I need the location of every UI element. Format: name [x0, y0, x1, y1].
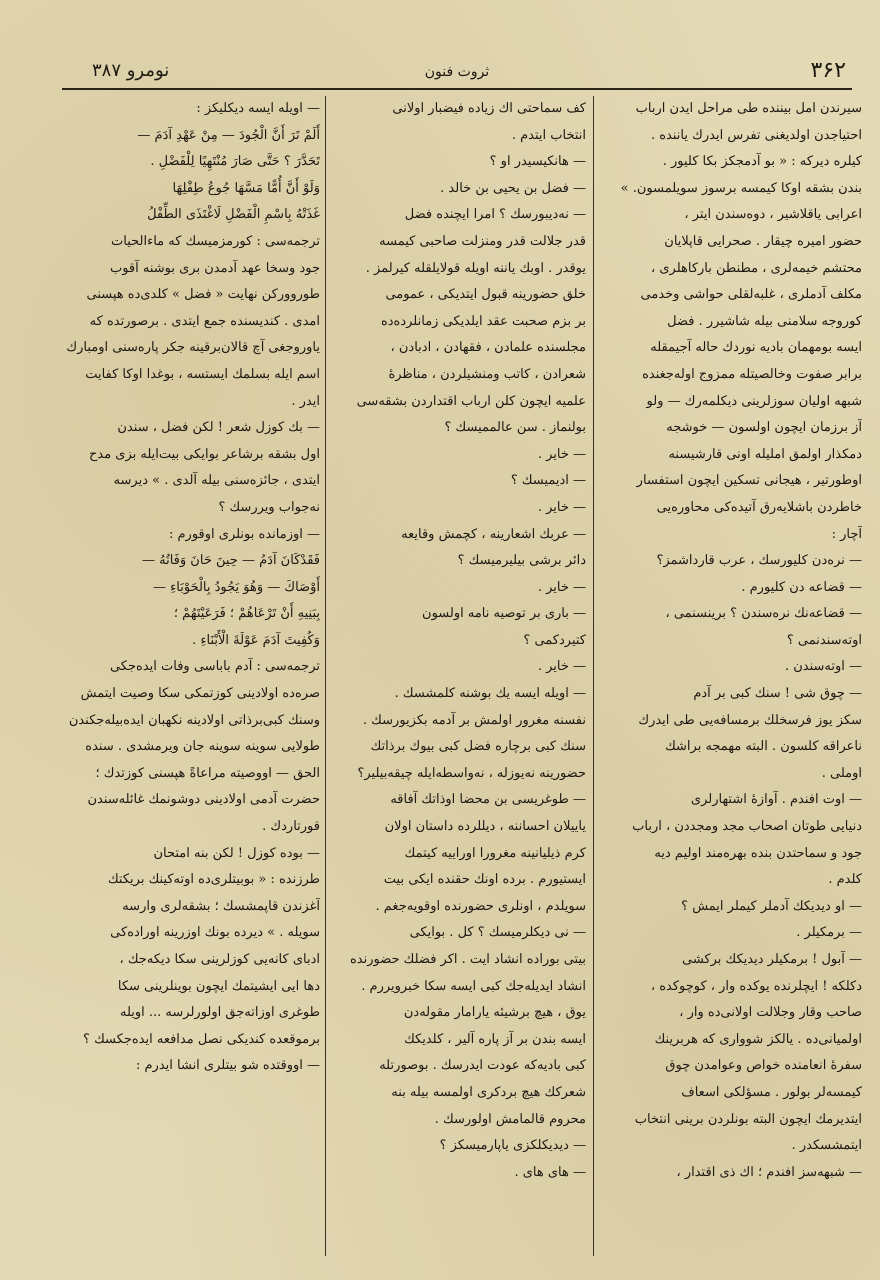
text-line: دها ایی ایشیتمك ایچون بوینلرینی سکا	[117, 978, 320, 994]
text-line: — فضل بن یحیی بن خالد .	[440, 180, 586, 196]
text-line: اولمیانی‌ده . یالکز شوواری که هربرینك	[654, 1031, 862, 1047]
text-line: اوته‌سندنمی ؟	[786, 632, 862, 648]
text-line: طوروورکن نهایت « فضل » کلدی‌ده هپسنی	[86, 287, 320, 303]
text-line: اوطورتیر ، هیجانی تسکین ایچون استفسار	[636, 473, 862, 489]
text-line: جود وسخا عهد آدمدن بری بوشنه آقوب	[109, 260, 320, 276]
text-line: ایسه بومهمان بادیه نوردك حاله آجیمقله	[650, 340, 862, 356]
text-line: — خایر .	[537, 446, 586, 462]
text-line: نه‌جواب ویررسك ؟	[218, 499, 320, 515]
text-line: — نه‌دیبورسك ؟ امرا ایچنده فضل	[404, 207, 586, 223]
text-line: — نی دیکلرمیسك ؟ کل . بوایکی	[409, 925, 586, 941]
text-line: — قضاعه دن کلیورم .	[741, 579, 862, 595]
text-line: ایتدیرمك ایچون البته بونلردن برینی انتخاب	[634, 1111, 862, 1127]
text-line: احتیاجدن اولدیغنی تفرس ایدرك یاننده .	[650, 127, 862, 143]
text-line: — نره‌دن کلیورسك ، عرب قارداشمز؟	[656, 553, 862, 569]
text-line: شبهه اولیان سوزلرینی دیکلمه‌رك — ولو	[646, 393, 862, 409]
text-line: سکز یوز فرسخلك برمسافه‌یی طی ایدرك	[638, 712, 862, 728]
column-divider	[593, 96, 594, 1256]
journal-title: ثروت فنون	[424, 64, 490, 80]
text-line: — اوت افندم . آوازهٔ اشتهارلری	[690, 792, 862, 808]
text-line: بندن بشقه اوکا کیمسه برسوز سویلمسون. »	[620, 180, 862, 196]
text-line: کتیردکمی ؟	[523, 632, 586, 648]
text-line: آز برزمان ایچون اولسون — خوشجه	[666, 420, 862, 436]
text-line: غَذَتْهُ بِاسْمِ الْفَضْلِ لَاغْتَذَى الطِّفْلُ	[147, 207, 320, 223]
text-line: آچار :	[831, 526, 862, 542]
text-line: ترجمه‌سی : کورمزمیسك که ماءالحیات	[111, 233, 320, 249]
text-line: — دیدیکلکزی یاپارمیسکز ؟	[439, 1138, 586, 1154]
text-line: — طوغریسی بن محضا اوذاتك آفاقه	[390, 792, 586, 808]
text-line: شعرادن ، کاتب ومنشیلردن ، مناظرهٔ	[388, 366, 586, 382]
text-line: سفرهٔ انعامنده خواص وعوامدن چوق	[665, 1058, 862, 1074]
text-line: اوملی .	[821, 765, 862, 781]
text-line: — باری بر توصیه نامه اولسون	[422, 606, 586, 622]
text-line: طرزنده : « بوبیتلری‌ده اوته‌کینك بریکتك	[107, 872, 320, 888]
text-line: برابر صفوت وخالصیتله ممزوج اوله‌جغنده	[642, 366, 862, 382]
text-line: کلدم .	[828, 872, 862, 888]
text-line: کف سماحتی اك زیاده فیضبار اولانی	[392, 101, 586, 116]
text-line: فَقَدْكَانَ آدَمُ — حِينَ حَانَ وَفَاتُهُ —	[142, 553, 320, 569]
text-line: ایتمشسکدر .	[791, 1138, 862, 1154]
text-line: اسم ایله بسلمك ایستسه ، بوغدا اوکا کفایت	[85, 366, 320, 382]
text-line: ناعراقه کلسون . البته مهمجه براشك	[665, 739, 862, 755]
text-line: مکلف آدملری ، غلبه‌لقلی حواشی وخدمی	[640, 287, 862, 303]
text-line: — برمکیلر .	[796, 925, 862, 941]
text-line: — چوق شی ! سنك کبی بر آدم	[693, 686, 862, 702]
text-line: صاحب وقار وجلالت اولانی‌ده وار ،	[679, 1005, 862, 1021]
text-line: سیرندن امل بیننده طی مراحل ایدن ارباب	[635, 101, 862, 116]
text-line: برموقعده کندیکی نصل مدافعه ایده‌جکسك ؟	[83, 1031, 320, 1047]
text-line: ایتدی ، جائزه‌سنی بیله آلدی . » دیرسه	[113, 473, 320, 489]
text-line: الحق — اووصیته مراعاةً هپسنی کوزتدك ؛	[95, 765, 320, 781]
text-line: وَلَوْ أَنَّ أُمًّا مَسَّهَا جُوعُ طِفْلِهَا	[172, 180, 320, 196]
text-line: — اووقتده شو بیتلری انشا ایدرم :	[135, 1058, 320, 1074]
text-line: — خایر .	[537, 579, 586, 595]
text-line: یوقدر . اوبك یاننه اویله قولایلقله کیرلمز .	[365, 260, 586, 276]
text-line: بر بزم صحبت عقد ایلدیکی زمانلرده‌ده	[380, 313, 586, 329]
text-line: شعرکك هیچ بردکری اولمسه بیله بنه	[391, 1084, 586, 1100]
text-line: صره‌ده اولادینی کوزتمکی سکا وصیت ایتمش	[80, 686, 320, 702]
text-line: — های های .	[514, 1164, 586, 1180]
text-line: — آبول ! برمکیلر دیدیکك برکشی	[681, 952, 862, 967]
text-line: انتخاب ایتدم .	[511, 127, 586, 143]
text-line: اول بشقه برشاعر بوایکی بیت‌ایله بزی مدح	[89, 446, 320, 462]
text-column-left	[64, 96, 320, 1256]
text-line: دمکذار اولمق املیله اونی قارشیسنه	[668, 446, 862, 462]
text-line: خلق حضورینه قبول ایتدیکی ، عمومی	[385, 287, 586, 303]
text-line: سویله . » دیرده بونك اوزرینه اوراده‌کی	[110, 925, 320, 941]
text-line: طوغری اوزاته‌جق اولورلرسه ... اویله	[119, 1005, 320, 1021]
text-line: بولنماز . سن عالممیسك ؟	[444, 420, 586, 436]
text-line: دنیایی طوتان اصحاب مجد ومجددن ، ارباب	[632, 819, 862, 835]
text-line: سنك کبی برچاره فضل کبی بیوك برذاتك	[370, 739, 586, 755]
text-line: ترجمه‌سی : آدم باباسی وفات ایده‌جکی	[109, 659, 320, 675]
text-line: بیتی بوراده انشاد ایت . اکر فضلك حضورنده	[349, 952, 586, 967]
text-column-right	[600, 96, 862, 1256]
text-line: امدی . کندیسنده جمع ایتدی . برصورتده که	[89, 313, 320, 329]
text-line: یوق ، هیچ برشیئه یارامار مقوله‌دن	[403, 1005, 586, 1021]
page-number: ۳۶۲	[810, 58, 846, 83]
text-line: یاییلان احساننه ، دیللرده داستان اولان	[384, 819, 586, 835]
text-line: — عربك اشعارینه ، کچمش وقایعه	[401, 526, 586, 542]
text-line: کیمسه‌لر بولور . مسؤلکی اسعاف	[681, 1084, 862, 1100]
text-line: محروم قالمامش اولورسك .	[434, 1111, 586, 1127]
text-column-middle	[332, 96, 586, 1256]
text-line: وَكُفِيتَ آدَمَ عَوْلَةَ الْأَبْنَاءِ .	[192, 632, 320, 648]
text-line: بِبَنِيهِ أَنْ تَرْعَاهُمْ ؛ فَرَعَيْتَهُمْ ؛	[173, 606, 320, 622]
text-line: علمیه ایچون کلن ارباب اقتداردن بشقه‌سی	[356, 393, 586, 409]
text-line: وسنك کبی‌برذاتی اولادینه نکهبان ایده‌بیله‌جکندن	[68, 712, 320, 728]
text-line: ادبای کانه‌یی کوزلرینی سکا دیکه‌جك ،	[119, 952, 320, 967]
text-line: — قضاعه‌نك نره‌سندن ؟ برینسنمی ،	[665, 606, 862, 622]
text-line: حضورینه نه‌یوزله ، نه‌واسطه‌ایله چیقه‌بیلیر؟	[357, 765, 586, 781]
text-line: — اوزمانده بونلری اوقورم :	[168, 526, 320, 542]
text-line: أَلَمْ تَرَ أَنَّ الْجُودَ — مِنْ عَهْدِ آدَمَ —	[137, 127, 320, 143]
text-line: — بك کوزل شعر ! لکن فضل ، سندن	[117, 420, 320, 436]
text-line: مجلسنده علمادن ، فقهادن ، ادبادن ،	[390, 340, 586, 356]
text-line: دائر برشی بیلیرمیسك ؟	[457, 553, 586, 569]
text-line: اعرابی یاقلاشیر ، دوه‌سندن ایتر ،	[684, 207, 862, 223]
text-line: — خایر .	[537, 659, 586, 675]
text-line: سویلدم ، اونلری حضورنده اوقویه‌جغم .	[375, 898, 586, 914]
text-line: آغزندن قاپمشسك ؛ بشقه‌لری وارسه	[122, 898, 320, 914]
text-line: محتشم خیمه‌لری ، مطنطن بارکاهلری ،	[651, 260, 862, 276]
text-line: دکلکه ! ایچلرنده یوکده وار ، کوچوکده ،	[650, 978, 862, 994]
text-line: أَوْصَاكَ — وَهُوَ يَجُودُ بِالْحَوْبَاءِ —	[153, 579, 320, 595]
text-line: — اویله ایسه دیکلیکز :	[196, 101, 320, 116]
text-line: یاوروجغی آچ قالان‌برقینه جکر پاره‌سنی اومبارك	[66, 340, 320, 356]
text-line: ایسه بندن بر آز پاره آلیر ، کلدیکك	[404, 1031, 586, 1047]
text-line: — بوده کوزل ! لکن بنه امتحان	[153, 845, 320, 861]
text-line: قورتاردك .	[262, 819, 320, 835]
text-line: حضرت آدمی اولادینی دوشونمك غائله‌سندن	[87, 792, 320, 808]
text-line: کیلره دیرکه : « بو آدمجکز بکا کلیور .	[662, 154, 862, 170]
text-line: — شبهه‌سز افندم ؛ اك ذی اقتدار ،	[676, 1164, 862, 1180]
text-line: نفسنه مغرور اولمش بر آدمه بکزیورسك .	[362, 712, 586, 728]
text-line: — اوته‌سندن .	[784, 659, 862, 675]
text-line: کرم ذیلیانینه مغرورا اوراییه کیتمك	[404, 845, 586, 861]
text-line: انشاد ایدیله‌جك کبی ایسه سکا خبرویررم .	[361, 978, 586, 994]
text-line: — خایر .	[537, 499, 586, 515]
text-line: کوروجه سلامنی بیله شاشیرر . فضل	[667, 313, 862, 329]
page-header	[62, 58, 852, 90]
text-line: جود و سماحتدن بنده بهره‌مند اولیم دیه	[654, 845, 862, 861]
text-line: — او دیدیکك آدملر کیملر ایمش ؟	[681, 898, 862, 914]
text-line: قدر جلالت قدر ومنزلت صاحبی کیمسه	[379, 233, 586, 249]
text-line: — هانکیسیدر او ؟	[489, 154, 586, 170]
issue-number: نومرو ۳۸۷	[92, 60, 170, 81]
text-line: طولایی سوینه سوینه جان ویرمشدی . سنده	[85, 739, 320, 755]
text-line: — ادیمیسك ؟	[510, 473, 586, 489]
column-divider	[325, 96, 326, 1256]
text-line: تَحَدَّرَ ؟ حَتَّى صَارَ مُنْتَهِيًا لِلْفَضْلِ .	[150, 154, 320, 170]
text-line: ایستیورم . برده اونك حقنده ایکی بیت	[383, 872, 586, 888]
text-line: کبی بادیه‌که عودت ایدرسك . بوصورتله	[379, 1058, 586, 1074]
text-line: ایدر .	[291, 393, 320, 409]
text-line: — اویله ایسه یك بوشنه کلمشسك .	[394, 686, 586, 702]
text-line: خاطردن باشلایه‌رق آتیده‌کی محاوره‌یی	[656, 499, 862, 515]
text-line: حضور امیره چیقار . صحرایی قاپلایان	[664, 233, 862, 249]
